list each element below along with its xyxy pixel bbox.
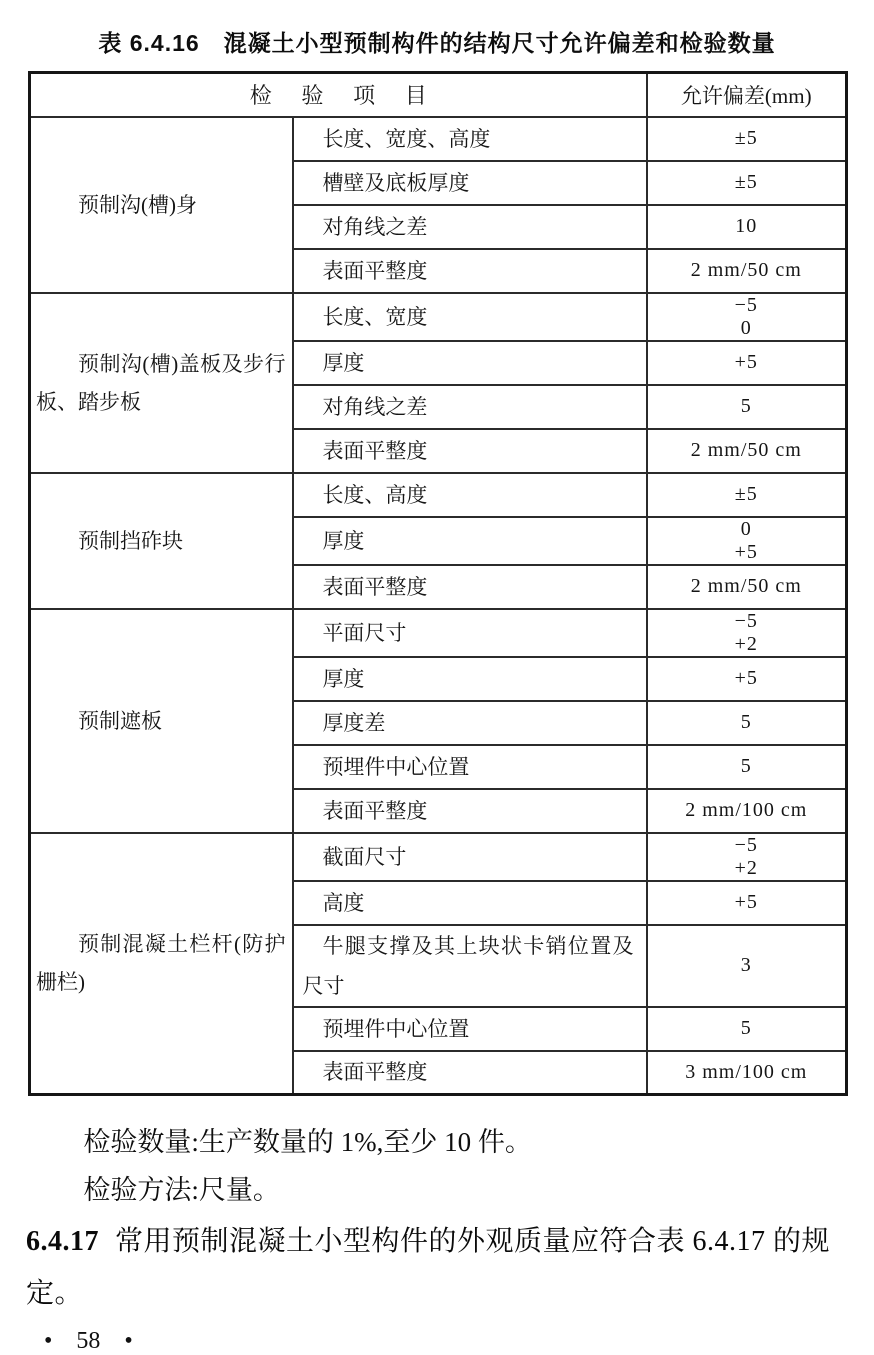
tolerance-value: 3 bbox=[740, 954, 752, 976]
item-cell: 牛腿支撑及其上块状卡销位置及尺寸 bbox=[293, 925, 647, 1007]
item-cell: 表面平整度 bbox=[293, 429, 647, 473]
tolerance-cell bbox=[647, 701, 847, 745]
tolerance-value-line2: +5 bbox=[734, 540, 758, 563]
table-row bbox=[30, 293, 847, 341]
clause-number: 6.4.17 bbox=[26, 1226, 99, 1257]
tolerance-value: 0 bbox=[740, 517, 752, 540]
item-cell: 厚度差 bbox=[293, 701, 647, 745]
note-inspection-method: 检验方法:尺量。 bbox=[83, 1175, 280, 1205]
tolerance-cell bbox=[647, 293, 847, 341]
tolerance-value: +5 bbox=[734, 667, 758, 689]
tolerance-value-line2: +2 bbox=[734, 632, 758, 655]
item-cell: 槽壁及底板厚度 bbox=[293, 161, 647, 205]
tolerance-value: +5 bbox=[734, 891, 758, 913]
item-cell: 表面平整度 bbox=[293, 249, 647, 293]
item-cell: 高度 bbox=[293, 881, 647, 925]
item-cell: 长度、宽度、高度 bbox=[293, 117, 647, 161]
group-label-ballast-block: 预制挡砟块 bbox=[30, 473, 293, 609]
tolerance-value: 3 mm/100 cm bbox=[685, 1060, 808, 1083]
tolerance-value: −5 bbox=[734, 293, 758, 316]
group-label-shield-plate: 预制遮板 bbox=[30, 609, 293, 833]
tolerance-cell bbox=[647, 1007, 847, 1051]
clause-6-4-17 bbox=[26, 1216, 848, 1320]
table-row bbox=[30, 117, 847, 161]
table-row bbox=[30, 833, 847, 881]
tolerance-cell bbox=[647, 517, 847, 565]
item-cell: 对角线之差 bbox=[293, 205, 647, 249]
tolerance-cell bbox=[647, 341, 847, 385]
table-title: 表 6.4.16 混凝土小型预制构件的结构尺寸允许偏差和检验数量 bbox=[98, 30, 776, 56]
item-cell: 长度、宽度 bbox=[293, 293, 647, 341]
note-inspection-quantity: 检验数量:生产数量的 1%,至少 10 件。 bbox=[83, 1127, 532, 1157]
page-number: • 58 • bbox=[44, 1328, 133, 1354]
header-allowable-deviation: 允许偏差(mm) bbox=[647, 73, 847, 117]
item-cell: 表面平整度 bbox=[293, 1051, 647, 1095]
item-cell: 截面尺寸 bbox=[293, 833, 647, 881]
item-cell: 预埋件中心位置 bbox=[293, 1007, 647, 1051]
tolerance-value: 5 bbox=[740, 711, 752, 733]
item-cell: 平面尺寸 bbox=[293, 609, 647, 657]
tolerance-value: 5 bbox=[740, 395, 752, 417]
tolerance-value: −5 bbox=[734, 609, 758, 632]
tolerance-value: 2 mm/100 cm bbox=[685, 799, 808, 821]
tolerance-value: 5 bbox=[740, 755, 752, 777]
tolerance-cell bbox=[647, 385, 847, 429]
tolerance-cell bbox=[647, 429, 847, 473]
tolerance-value: +5 bbox=[734, 351, 758, 373]
tolerance-cell bbox=[647, 1051, 847, 1095]
table-row bbox=[30, 473, 847, 517]
tolerance-cell bbox=[647, 249, 847, 293]
tolerance-value: 2 mm/50 cm bbox=[690, 439, 802, 461]
tolerance-value: 2 mm/50 cm bbox=[690, 259, 802, 281]
tolerance-cell bbox=[647, 117, 847, 161]
item-cell: 预埋件中心位置 bbox=[293, 745, 647, 789]
tolerance-cell bbox=[647, 789, 847, 833]
tolerance-cell bbox=[647, 205, 847, 249]
item-cell: 对角线之差 bbox=[293, 385, 647, 429]
tolerance-cell bbox=[647, 925, 847, 1007]
tolerance-cell bbox=[647, 161, 847, 205]
tolerance-value-line2: +2 bbox=[734, 856, 758, 879]
table-row bbox=[30, 609, 847, 657]
tolerance-value: 2 mm/50 cm bbox=[690, 575, 802, 597]
tolerance-cell bbox=[647, 565, 847, 609]
tolerance-cell bbox=[647, 881, 847, 925]
tolerance-value: ±5 bbox=[734, 483, 758, 505]
clause-text: 常用预制混凝土小型构件的外观质量应符合表 6.4.17 的规定。 bbox=[26, 1226, 831, 1309]
tolerance-cell bbox=[647, 745, 847, 789]
notes-block bbox=[28, 1118, 874, 1214]
item-cell: 表面平整度 bbox=[293, 789, 647, 833]
tolerance-value: −5 bbox=[734, 833, 758, 856]
group-label-channel-body: 预制沟(槽)身 bbox=[30, 117, 293, 293]
tolerance-cell bbox=[647, 609, 847, 657]
tolerance-cell bbox=[647, 657, 847, 701]
tolerance-value: ±5 bbox=[734, 127, 758, 149]
item-cell: 表面平整度 bbox=[293, 565, 647, 609]
inspection-table bbox=[28, 71, 848, 1096]
item-cell: 厚度 bbox=[293, 341, 647, 385]
tolerance-cell bbox=[647, 473, 847, 517]
tolerance-value-line2: 0 bbox=[740, 316, 752, 339]
group-label-concrete-railing: 预制混凝土栏杆(防护栅栏) bbox=[30, 833, 293, 1095]
item-cell: 厚度 bbox=[293, 657, 647, 701]
item-cell: 厚度 bbox=[293, 517, 647, 565]
tolerance-value: 10 bbox=[735, 215, 758, 237]
tolerance-value: 5 bbox=[740, 1017, 752, 1039]
table-header-row bbox=[30, 73, 847, 117]
group-label-cover-plates: 预制沟(槽)盖板及步行板、踏步板 bbox=[30, 293, 293, 473]
tolerance-value: ±5 bbox=[734, 171, 758, 193]
tolerance-cell bbox=[647, 833, 847, 881]
item-cell: 长度、高度 bbox=[293, 473, 647, 517]
header-inspection-items: 检 验 项 目 bbox=[30, 73, 647, 117]
